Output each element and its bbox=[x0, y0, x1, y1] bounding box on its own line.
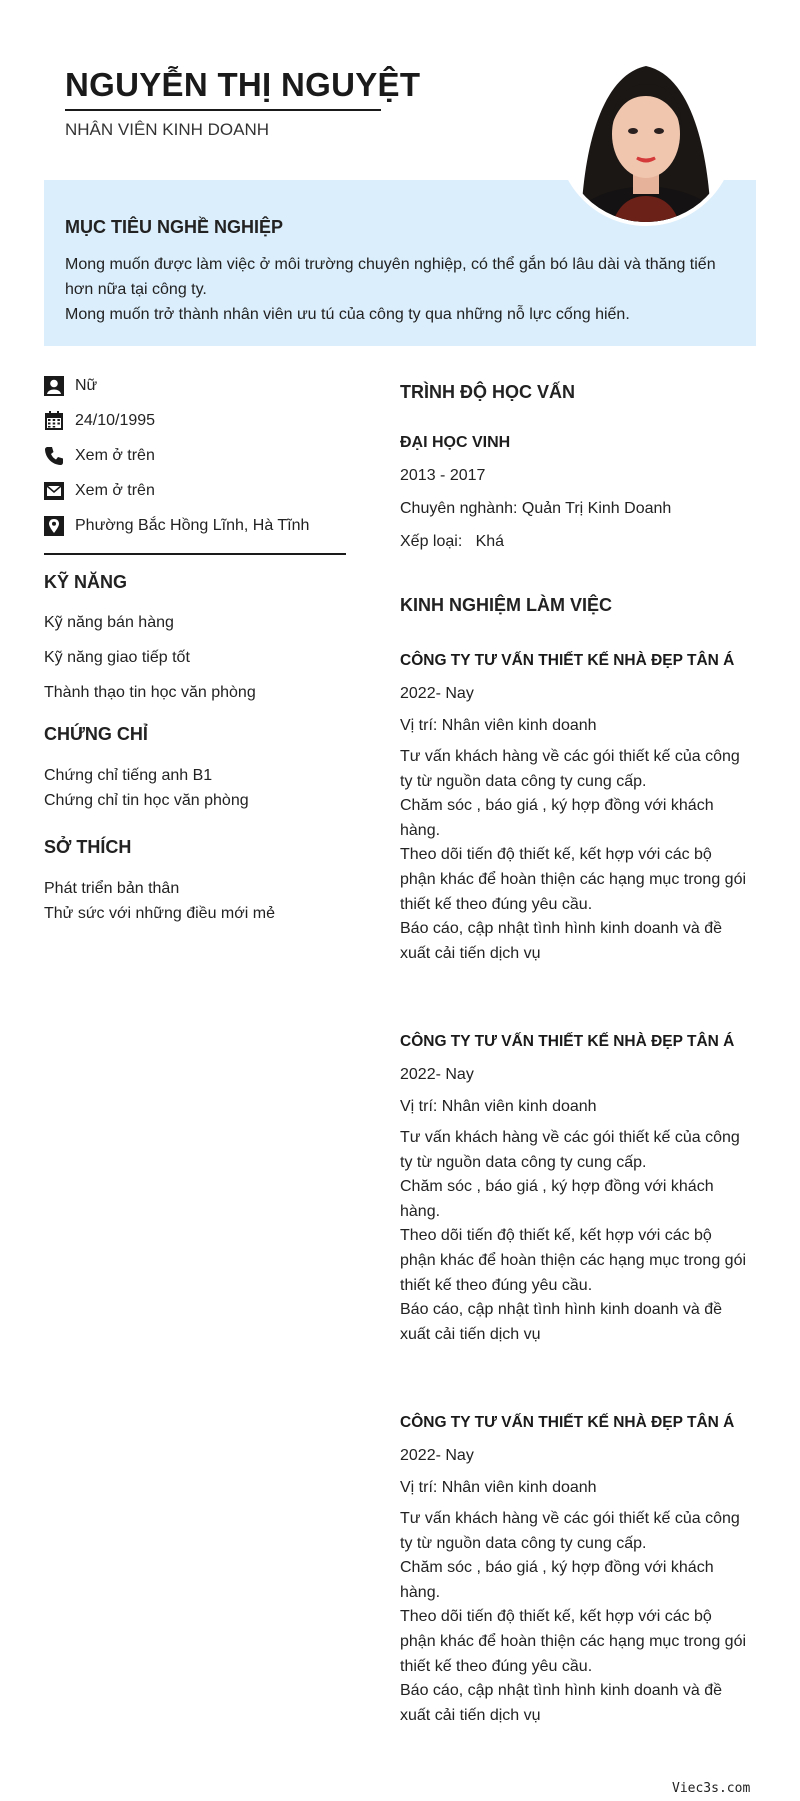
job-description bbox=[400, 745, 750, 966]
site-watermark: Viec3s.com bbox=[672, 1781, 751, 1796]
job-description bbox=[400, 1126, 750, 1347]
profile-photo-illustration bbox=[561, 36, 731, 222]
job-company: CÔNG TY TƯ VẤN THIẾT KẾ NHÀ ĐẸP TÂN Á bbox=[400, 1414, 735, 1431]
education-grade: Xếp loại: Khá bbox=[400, 533, 505, 550]
contact-text: Xem ở trên bbox=[75, 481, 155, 499]
calendar-icon bbox=[44, 411, 64, 431]
job-duty: Báo cáo, cập nhật tình hình kinh doanh và đề xuất cải tiến dịch vụ bbox=[400, 920, 723, 962]
contact-phone bbox=[44, 438, 349, 473]
job-period: 2022- Nay bbox=[400, 685, 474, 702]
job-position: Vị trí: Nhân viên kinh doanh bbox=[400, 1098, 597, 1115]
job-duty: Tư vấn khách hàng về các gói thiết kế của công ty từ nguồn data công ty cung cấp. bbox=[400, 1510, 740, 1552]
contact-birthday bbox=[44, 403, 349, 438]
objective-text bbox=[65, 252, 740, 327]
experience-heading: KINH NGHIỆM LÀM VIỆC bbox=[400, 595, 613, 615]
job-duty: Báo cáo, cập nhật tình hình kinh doanh và đề xuất cải tiến dịch vụ bbox=[400, 1682, 723, 1724]
skill-item: Thành thạo tin học văn phòng bbox=[44, 684, 256, 701]
contact-address bbox=[44, 508, 349, 543]
education-major: Chuyên nghành: Quản Trị Kinh Doanh bbox=[400, 500, 672, 517]
job-entry bbox=[400, 1414, 760, 1728]
objective-heading: MỤC TIÊU NGHỀ NGHIỆP bbox=[65, 217, 284, 237]
contact-text: Nữ bbox=[75, 376, 98, 394]
job-period: 2022- Nay bbox=[400, 1066, 474, 1083]
phone-icon bbox=[44, 446, 64, 466]
location-icon bbox=[44, 516, 64, 536]
skills-section bbox=[44, 572, 256, 710]
contact-text: Phường Bắc Hồng Lĩnh, Hà Tĩnh bbox=[75, 516, 310, 534]
job-duty: Tư vấn khách hàng về các gói thiết kế của công ty từ nguồn data công ty cung cấp. bbox=[400, 748, 740, 790]
hobby-item: Phát triển bản thân bbox=[44, 880, 180, 897]
job-duty: Theo dõi tiến độ thiết kế, kết hợp với các bộ phận khác để hoàn thiện các hạng mục trong gói thiết kế theo đúng yêu cầu. bbox=[400, 1227, 747, 1294]
name-underline bbox=[65, 109, 381, 111]
job-position: Vị trí: Nhân viên kinh doanh bbox=[400, 717, 597, 734]
skills-heading: KỸ NĂNG bbox=[44, 572, 128, 592]
job-duty: Chăm sóc , báo giá , ký hợp đồng với khách hàng. bbox=[400, 1559, 714, 1601]
mail-icon bbox=[44, 481, 64, 501]
certificate-item: Chứng chỉ tiếng anh B1 bbox=[44, 767, 213, 784]
education-heading: TRÌNH ĐỘ HỌC VẤN bbox=[400, 382, 575, 402]
objective-line: Mong muốn được làm việc ở môi trường chuyên nghiệp, có thể gắn bó lâu dài và thăng tiến hơn nữa tại công ty. bbox=[65, 256, 716, 298]
contact-gender bbox=[44, 368, 349, 403]
contact-divider bbox=[44, 553, 346, 555]
job-company: CÔNG TY TƯ VẤN THIẾT KẾ NHÀ ĐẸP TÂN Á bbox=[400, 1033, 735, 1050]
person-icon bbox=[44, 376, 64, 396]
contact-list bbox=[44, 368, 349, 543]
job-period: 2022- Nay bbox=[400, 1447, 474, 1464]
contact-text: Xem ở trên bbox=[75, 446, 155, 464]
job-duty: Tư vấn khách hàng về các gói thiết kế của công ty từ nguồn data công ty cung cấp. bbox=[400, 1129, 740, 1171]
certificates-heading: CHỨNG CHỈ bbox=[44, 724, 148, 744]
contact-text: 24/10/1995 bbox=[75, 411, 156, 429]
school-name: ĐẠI HỌC VINH bbox=[400, 434, 511, 451]
education-section bbox=[400, 382, 760, 551]
profile-photo bbox=[557, 32, 735, 226]
skill-item: Kỹ năng giao tiếp tốt bbox=[44, 649, 190, 666]
job-entry bbox=[400, 1033, 760, 1347]
job-duty: Chăm sóc , báo giá , ký hợp đồng với khách hàng. bbox=[400, 797, 714, 839]
certificates-section bbox=[44, 724, 249, 813]
job-description bbox=[400, 1507, 750, 1728]
job-position: Vị trí: Nhân viên kinh doanh bbox=[400, 1479, 597, 1496]
objective-line: Mong muốn trở thành nhân viên ưu tú của công ty qua những nỗ lực cống hiến. bbox=[65, 306, 630, 323]
contact-email bbox=[44, 473, 349, 508]
job-entry bbox=[400, 652, 760, 966]
job-duty: Theo dõi tiến độ thiết kế, kết hợp với các bộ phận khác để hoàn thiện các hạng mục trong gói thiết kế theo đúng yêu cầu. bbox=[400, 1608, 747, 1675]
job-duty: Báo cáo, cập nhật tình hình kinh doanh và đề xuất cải tiến dịch vụ bbox=[400, 1301, 723, 1343]
hobbies-section bbox=[44, 837, 275, 926]
education-period: 2013 - 2017 bbox=[400, 467, 486, 484]
job-company: CÔNG TY TƯ VẤN THIẾT KẾ NHÀ ĐẸP TÂN Á bbox=[400, 652, 735, 669]
skill-item: Kỹ năng bán hàng bbox=[44, 614, 174, 631]
job-duty: Chăm sóc , báo giá , ký hợp đồng với khách hàng. bbox=[400, 1178, 714, 1220]
experience-heading-wrap bbox=[400, 595, 612, 616]
hobby-item: Thử sức với những điều mới mẻ bbox=[44, 905, 275, 922]
candidate-name: NGUYỄN THỊ NGUYỆT bbox=[65, 66, 421, 103]
hobbies-heading: SỞ THÍCH bbox=[44, 837, 132, 857]
job-title: NHÂN VIÊN KINH DOANH bbox=[65, 120, 270, 139]
job-duty: Theo dõi tiến độ thiết kế, kết hợp với các bộ phận khác để hoàn thiện các hạng mục trong gói thiết kế theo đúng yêu cầu. bbox=[400, 846, 747, 913]
certificate-item: Chứng chỉ tin học văn phòng bbox=[44, 792, 249, 809]
